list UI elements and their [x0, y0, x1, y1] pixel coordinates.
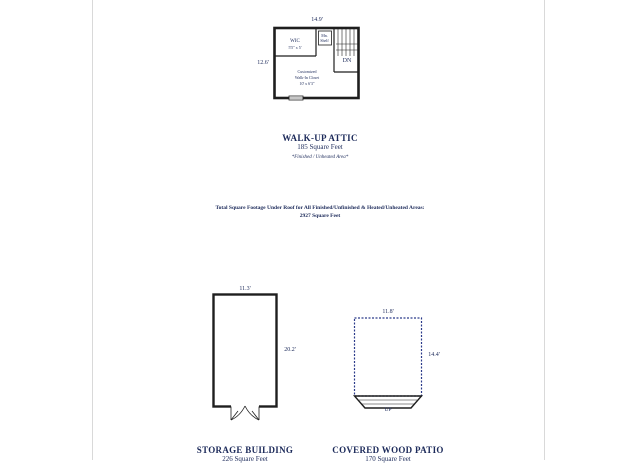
total-area-value: 2927 Square Feet	[299, 213, 341, 219]
patio-up-label: UP	[384, 407, 392, 413]
storage-doors	[231, 406, 259, 420]
storage-area: 226 Square Feet	[222, 455, 268, 463]
storage-title: STORAGE BUILDING	[196, 445, 294, 455]
shelf-label-1: Mn.	[321, 33, 328, 38]
attic-width-dimension: 14.9'	[311, 17, 323, 23]
patio-title: COVERED WOOD PATIO	[332, 445, 444, 455]
shelf-label-2: Shelf	[320, 38, 329, 43]
attic-title: WALK-UP ATTIC	[282, 133, 358, 143]
total-area-heading: Total Square Footage Under Roof for All Finished/Unfinished & Heated/Unheated Areas:	[215, 205, 425, 211]
closet-size: 10' x 6'3"	[299, 81, 315, 86]
attic-note: *Finished / Unheated Area*	[291, 155, 349, 160]
patio-width-dimension: 11.8'	[382, 309, 394, 315]
storage-outline	[214, 295, 277, 407]
closet-label-line1: Customized	[297, 69, 317, 74]
stairs-down-label: DN	[342, 58, 352, 64]
patio-area: 170 Square Feet	[365, 455, 411, 463]
closet-label-line2: Walk-In Closet	[294, 75, 320, 80]
wic-label: WIC	[290, 39, 300, 44]
storage-depth-dimension: 20.2'	[284, 347, 296, 353]
attic-area: 185 Square Feet	[297, 143, 343, 151]
patio-depth-dimension: 14.4'	[428, 352, 440, 358]
stair-treads	[336, 28, 358, 56]
patio-outline	[355, 318, 422, 396]
storage-width-dimension: 11.3'	[239, 286, 251, 292]
wic-size: 5'5" x 5'	[288, 45, 302, 50]
attic-depth-dimension: 12.6'	[257, 60, 269, 66]
